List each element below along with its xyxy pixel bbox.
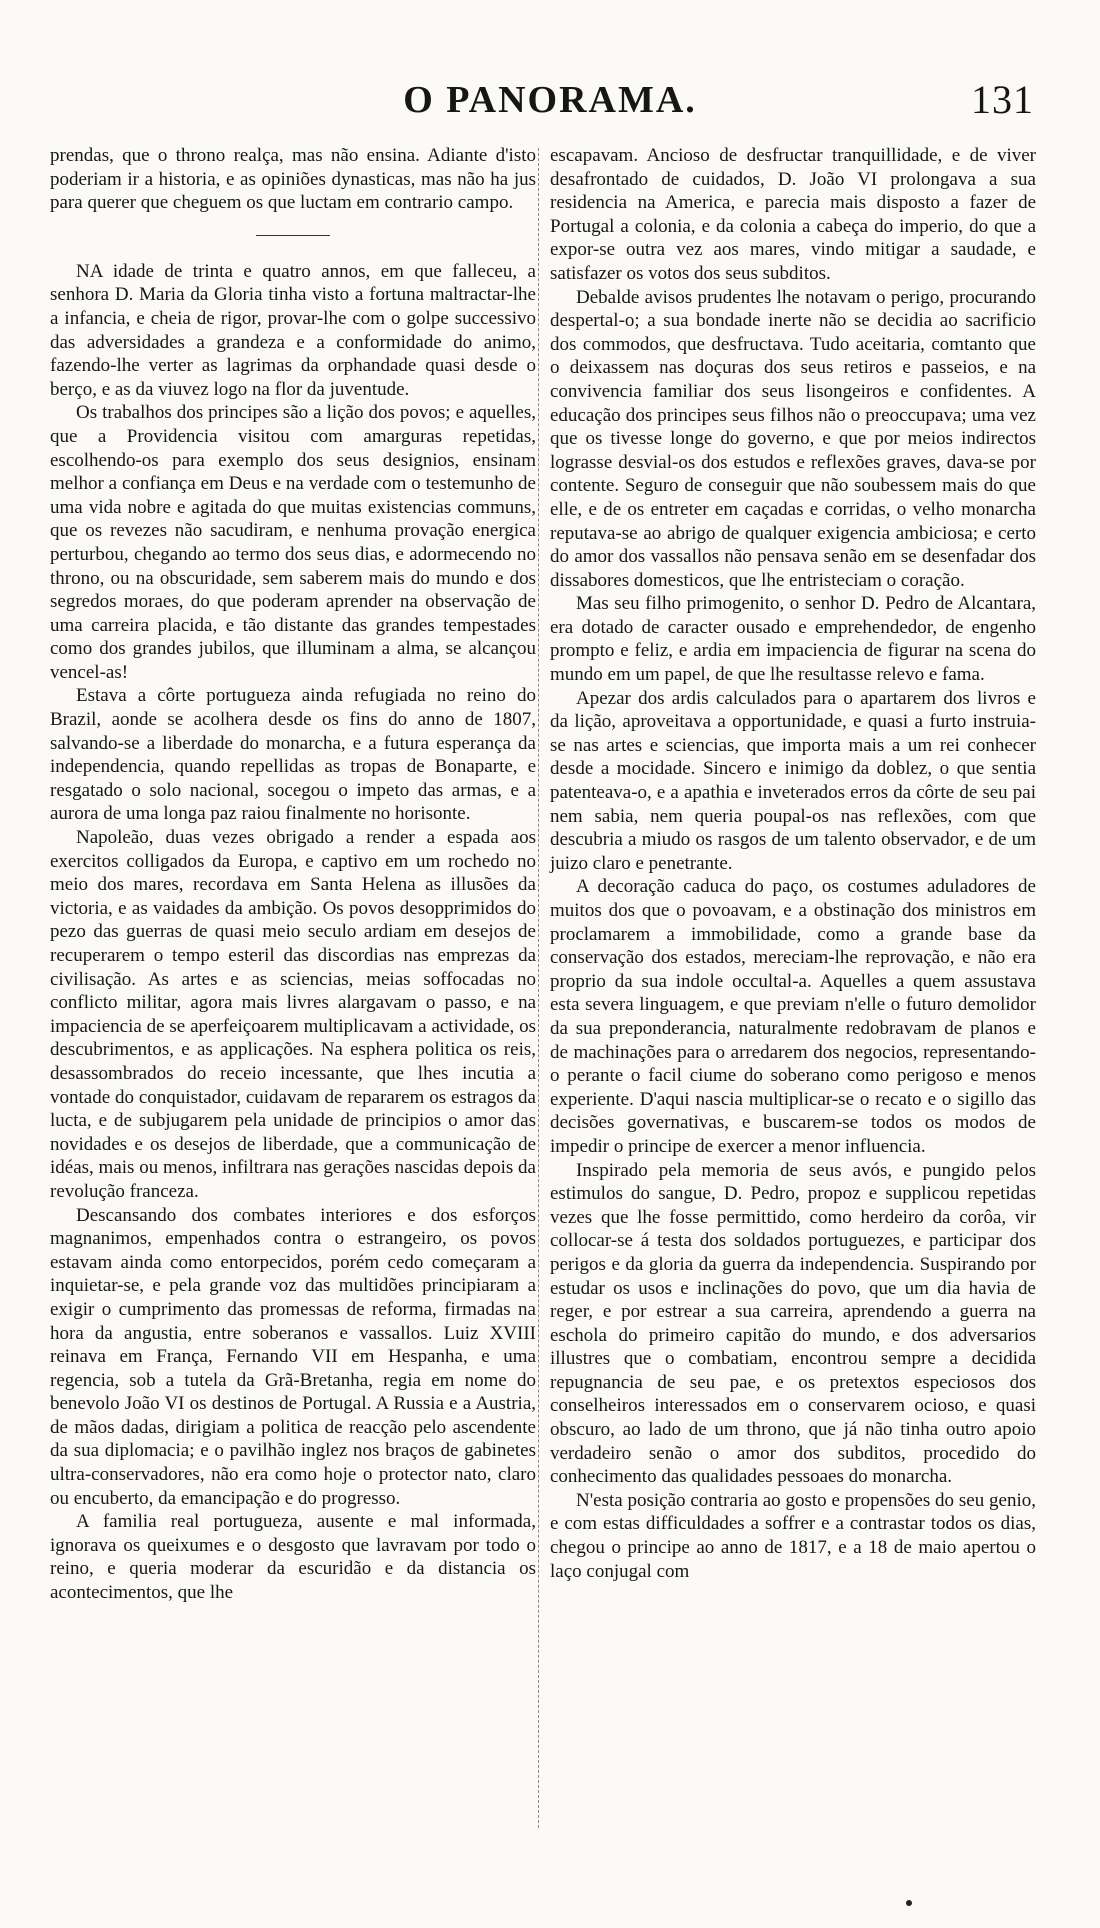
column-divider [538,148,539,1828]
page-title: O PANORAMA. [403,79,697,121]
paragraph: Os trabalhos dos principes são a lição dos povos; e aquelles, que a Providencia visitou com amarguras repetidas, escolhendo-os para exemplo dos seus designios, ensinam melhor a confiança em Deus e na verdade com o testemunho de uma vida nobre e agitada do que muitas existencias communs, que os revezes não sacudiram, e nenhuma provação energica perturbou, chegando ao termo dos seus dias, e adormecendo no throno, ou na obscuridade, sem saberem mais do mundo e dos segredos moraes, do que poderam aprender na observação de uma carreira placida, e tão distante das grandes tempestades como dos grandes jubilos, que illuminam a alma, se alcançou vencel-as! [50,402,536,683]
paragraph: NA idade de trinta e quatro annos, em que falleceu, a senhora D. Maria da Gloria tinha visto a fortuna maltractar-lhe a infancia, e cheia de rigor, provar-lhe com o golpe successivo das adversidades a grandeza e a conformidade do animo, fazendo-lhe verter as lagrimas da orphandade quasi desde o berço, e as da viuvez logo na flor da juventude. [50,260,536,400]
paragraph: Debalde avisos prudentes lhe notavam o perigo, procurando despertal-o; a sua bondade inerte não se decidia ao sacrificio dos commodos, que desfructava. Tudo aceitaria, comtanto que o deixassem nas doçuras dos seus retiros e passeios, e na convivencia familiar dos seus lisongeiros e confidentes. A educação dos principes seus filhos não o preoccupava; uma vez que os tivesse longe do governo, e que por meios indirectos lograsse desvial-os dos estudos e reflexões graves, dava-se por contente. Seguro de conseguir que não soubessem mais do que elle, e de os entreter em caçadas e corridas, o velho monarcha reputava-se ao abrigo de qualquer exigencia ambiciosa; e certo do amor dos vassallos não pensava senão em se desenfadar dos dissabores domesticos, que lhe entristeciam o coração. [550,286,1036,591]
page-header [0,78,1100,128]
paragraph: Apezar dos ardis calculados para o apartarem dos livros e da lição, aproveitava a opportunidade, e quasi a furto instruia-se nas artes e sciencias, que importa mais a um rei conhecer desde a mocidade. Sincero e inimigo da doblez, o que sentia patenteava-o, e a apathia e inveterados erros da côrte de seu pai nem sabia, nem queria poupal-os nas reflexões, com que descubria a miudo os rasgos de um talento observador, e de um juizo claro e penetrante. [550,687,1036,874]
right-column [550,144,1036,1583]
ink-dot [906,1900,912,1906]
paragraph: A decoração caduca do paço, os costumes aduladores de muitos dos que o povoavam, e a obstinação dos ministros em proclamarem a immobilidade, como a grande base da conservação dos estados, mereciam-lhe reprovação, e não era proprio da sua indole occultal-a. Aquelles a quem assustava esta severa linguagem, e que previam n'elle o futuro demolidor da sua preponderancia, naturalmente redobravam de planos e de machinações para o arredarem dos negocios, representando-o perante o facil ciume do soberano como perigoso e menos experiente. D'aqui nascia multiplicar-se o recato e o sigillo das decisões governativas, e buscarem-se todos os modos de impedir o principe de exercer a menor influencia. [550,876,1036,1157]
paragraph: Mas seu filho primogenito, o senhor D. Pedro de Alcantara, era dotado de caracter ousado e emprehendedor, de engenho prompto e feliz, e ardia em impaciencia de figurar na scena do mundo em um papel, de que lhe resultasse relevo e fama. [550,593,1036,686]
paragraph: Estava a côrte portugueza ainda refugiada no reino do Brazil, aonde se acolhera desde os fins do anno de 1807, salvando-se a liberdade do monarcha, e a futura esperança da independencia, quando repellidas as tropas de Bonaparte, e resgatado o solo nacional, socegou o impeto das armas, e a aurora de uma longa paz raiou finalmente no horisonte. [50,685,536,825]
paragraph: Descansando dos combates interiores e dos esforços magnanimos, empenhados contra o estrangeiro, os povos estavam ainda como entorpecidos, porém cedo começaram a inquietar-se, e pela grande voz das multidões principiaram a exigir o cumprimento das promessas de reforma, firmadas na hora da angustia, entre soberanos e vassallos. Luiz XVIII reinava em França, Fernando VII em Hespanha, e uma regencia, sob a tutela da Grã-Bretanha, regia em nome do benevolo João VI os destinos de Portugal. A Russia e a Austria, de mãos dadas, dirigiam a politica de reacção pelo ascendente da sua diplomacia; e o pavilhão inglez nos braços de gabinetes ultra-conservadores, não era como hoje o protector nato, claro ou encuberto, da emancipação e do progresso. [50,1204,536,1509]
left-column [50,144,536,1605]
paragraph: Inspirado pela memoria de seus avós, e pungido pelos estimulos do sangue, D. Pedro, propoz e supplicou repetidas vezes que lhe fosse permittido, como herdeiro da corôa, vir collocar-se á testa dos soldados portuguezes, e participar dos perigos e da gloria da guerra da independencia. Suspirando por estudar os usos e inclinações do povo, que um dia havia de reger, e por estrear a sua carreira, aprendendo a guerra na eschola do primeiro capitão do mundo, e dos adversarios illustres que o combatiam, encontrou sempre a decidida repugnancia de seu pae, e os pretextos especiosos dos conselheiros interessados em o conservarem ocioso, e quasi obscuro, ao lado de um throno, que já não tinha outro apoio verdadeiro senão o amor dos subditos, procedido do conhecimento das qualidades pessoaes do monarcha. [550,1159,1036,1488]
page-number: 131 [971,77,1034,122]
section-separator [256,235,330,236]
intro-paragraph: prendas, que o throno realça, mas não ensina. Adiante d'isto poderiam ir a historia, e as opiniões dynasticas, mas não ha jus para querer que cheguem os que luctam em contrario campo. [50,145,536,214]
paragraph: N'esta posição contraria ao gosto e propensões do seu genio, e com estas difficuldades a soffrer e a contrastar todos os dias, chegou o principe ao anno de 1817, e a 18 de maio apertou o laço conjugal com [550,1489,1036,1582]
paragraph: escapavam. Ancioso de desfructar tranquillidade, e de viver desafrontado de cuidados, D. João VI prolongava a sua residencia na America, e parecia mais disposto a fazer de Portugal a colonia, e da colonia a cabeça do imperio, do que a expor-se outra vez aos mares, vindo mitigar a saudade, e satisfazer os votos dos seus subditos. [550,145,1036,284]
paragraph: Napoleão, duas vezes obrigado a render a espada aos exercitos colligados da Europa, e captivo em um rochedo no meio dos mares, recordava em Santa Helena as illusões da victoria, e as vaidades da ambição. Os povos desopprimidos do pezo das guerras de quasi meio seculo ardiam em desejos de recuperarem o tempo esteril das discordias nas emprezas da civilisação. As artes e as sciencias, meias soffocadas no conflicto militar, agora mais livres alargavam o passo, e na impaciencia de se aperfeiçoarem multiplicavam a actividade, os descubrimentos, e as applicações. Na esphera politica os reis, desassombrados do receio incessante, que lhes incutia a vontade do conquistador, cuidavam de repararem os estragos da lucta, e de subjugarem pela unidade de principios o amor das novidades e os desejos de liberdade, que a communicação de idéas, mais ou menos, infiltrara nas gerações nascidas depois da revolução franceza. [50,827,536,1202]
paragraph: A familia real portugueza, ausente e mal informada, ignorava os queixumes e o desgosto que lavravam por todo o reino, e queria moderar da escuridão e da distancia os acontecimentos, que lhe [50,1511,536,1604]
